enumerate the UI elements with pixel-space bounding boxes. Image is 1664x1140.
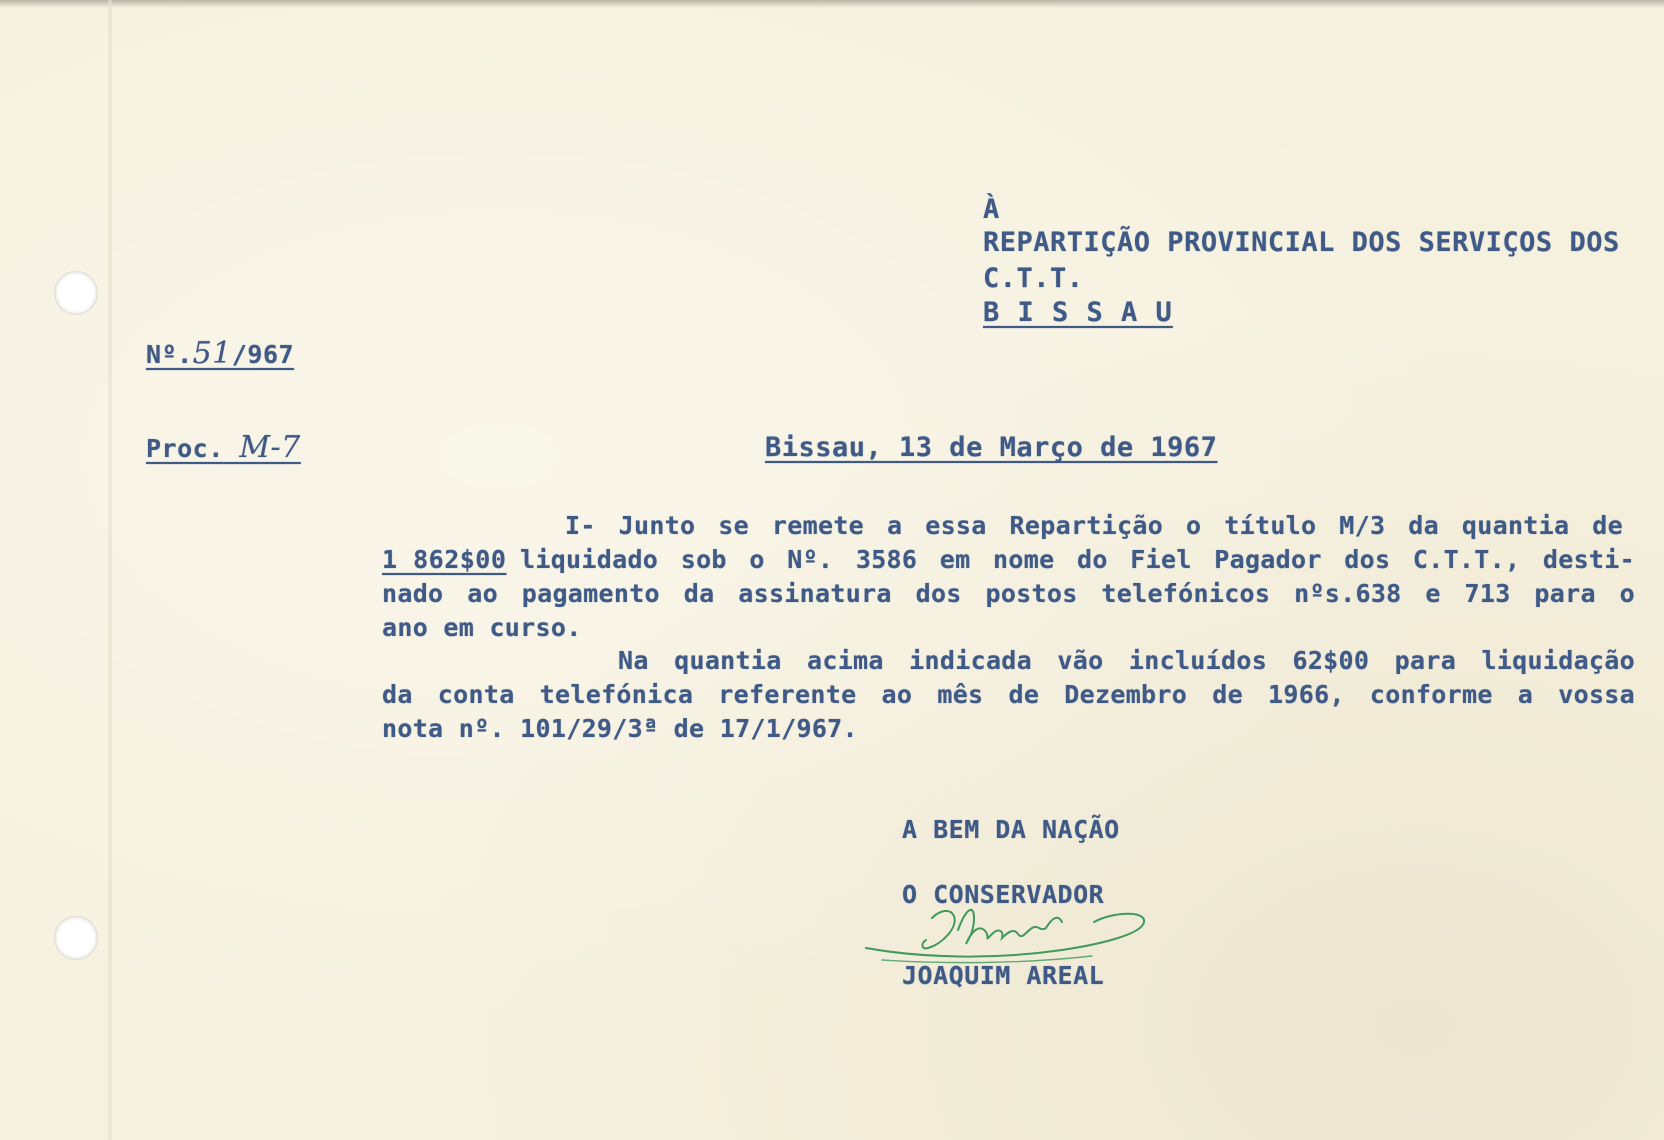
body-line-6: da conta telefónica referente ao mês de Dezembro de 1966, conforme a vossa [382, 680, 1635, 709]
recipient-line-1: REPARTIÇÃO PROVINCIAL DOS SERVIÇOS DOS [983, 227, 1620, 258]
paper-top-edge [0, 0, 1664, 8]
body-line-7: nota nº. 101/29/3ª de 17/1/967. [382, 714, 858, 743]
body-amount: 1 862$00 [382, 545, 507, 574]
punch-hole-top [54, 271, 98, 315]
reference-number-label: Nº. [146, 340, 193, 369]
process-label: Proc. [146, 434, 224, 463]
reference-number [146, 336, 294, 371]
body-line-4: ano em curso. [382, 613, 582, 642]
process-handwritten: M-7 [239, 430, 301, 465]
closing-title: O CONSERVADOR [902, 880, 1105, 909]
recipient-prefix: À [983, 194, 1000, 225]
reference-number-handwritten: 51 [192, 336, 232, 371]
body-line-2: liquidado sob o Nº. 3586 em nome do Fiel Pagador dos C.T.T., desti- [520, 545, 1635, 574]
body-line-5: Na quantia acima indicada vão incluídos 62$00 para liquidação [618, 646, 1635, 675]
recipient-line-2: C.T.T. [983, 263, 1084, 294]
recipient-city: B I S S A U [983, 297, 1173, 328]
reference-number-year: /967 [231, 340, 295, 369]
document-date: Bissau, 13 de Março de 1967 [765, 432, 1218, 463]
process-reference [146, 430, 301, 465]
punch-hole-bottom [54, 916, 98, 960]
paper-margin-fold [108, 0, 112, 1140]
body-line-1: I- Junto se remete a essa Repartição o título M/3 da quantia de [565, 511, 1623, 540]
body-line-3: nado ao pagamento da assinatura dos postos telefónicos nºs.638 e 713 para o [382, 579, 1635, 608]
closing-salutation: A BEM DA NAÇÃO [902, 815, 1120, 844]
closing-name: JOAQUIM AREAL [902, 961, 1105, 990]
